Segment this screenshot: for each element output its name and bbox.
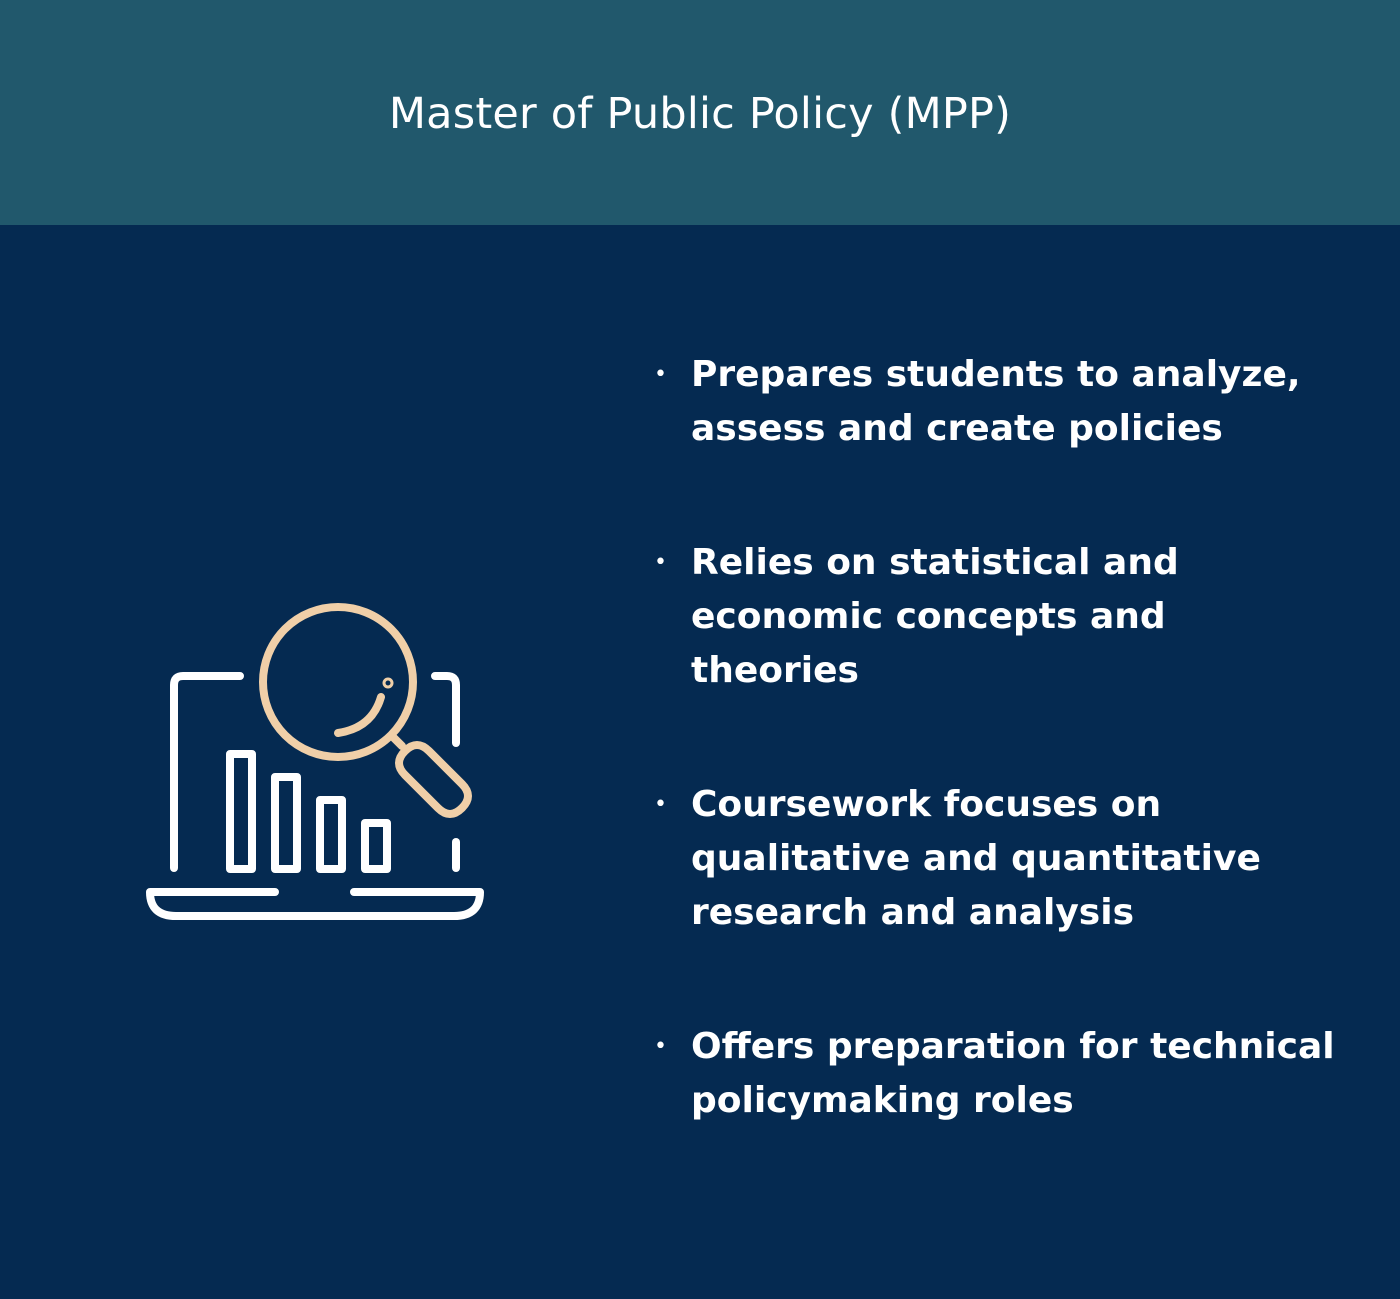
- bullet-marker: •: [654, 792, 667, 817]
- magnifier-handle: [399, 745, 468, 814]
- list-item-text: Prepares students to analyze, assess and create policies: [691, 354, 1301, 449]
- list-item-text: Coursework focuses on qualitative and quantitative research and analysis: [691, 784, 1261, 933]
- chart-bar: [275, 777, 297, 869]
- chart-bar: [230, 754, 252, 869]
- bullet-marker: •: [654, 362, 667, 387]
- bullet-marker: •: [654, 550, 667, 575]
- header-banner: [0, 0, 1400, 225]
- list-item-text: Offers preparation for technical policymaking roles: [691, 1026, 1335, 1121]
- laptop-analytics-icon: [140, 595, 490, 925]
- laptop-base: [150, 892, 480, 916]
- laptop-screen-right-edge: [435, 676, 456, 743]
- magnifier-glare-dot: [387, 682, 390, 685]
- bullet-marker: •: [654, 1034, 667, 1059]
- page-title: Master of Public Policy (MPP): [388, 89, 1012, 139]
- list-item-text: Relies on statistical and economic concepts and theories: [691, 542, 1179, 691]
- magnifier-glare: [338, 697, 381, 733]
- magnifier-neck: [393, 737, 402, 746]
- chart-bar: [320, 800, 342, 869]
- chart-bar: [365, 823, 387, 869]
- bar-chart: [230, 754, 387, 869]
